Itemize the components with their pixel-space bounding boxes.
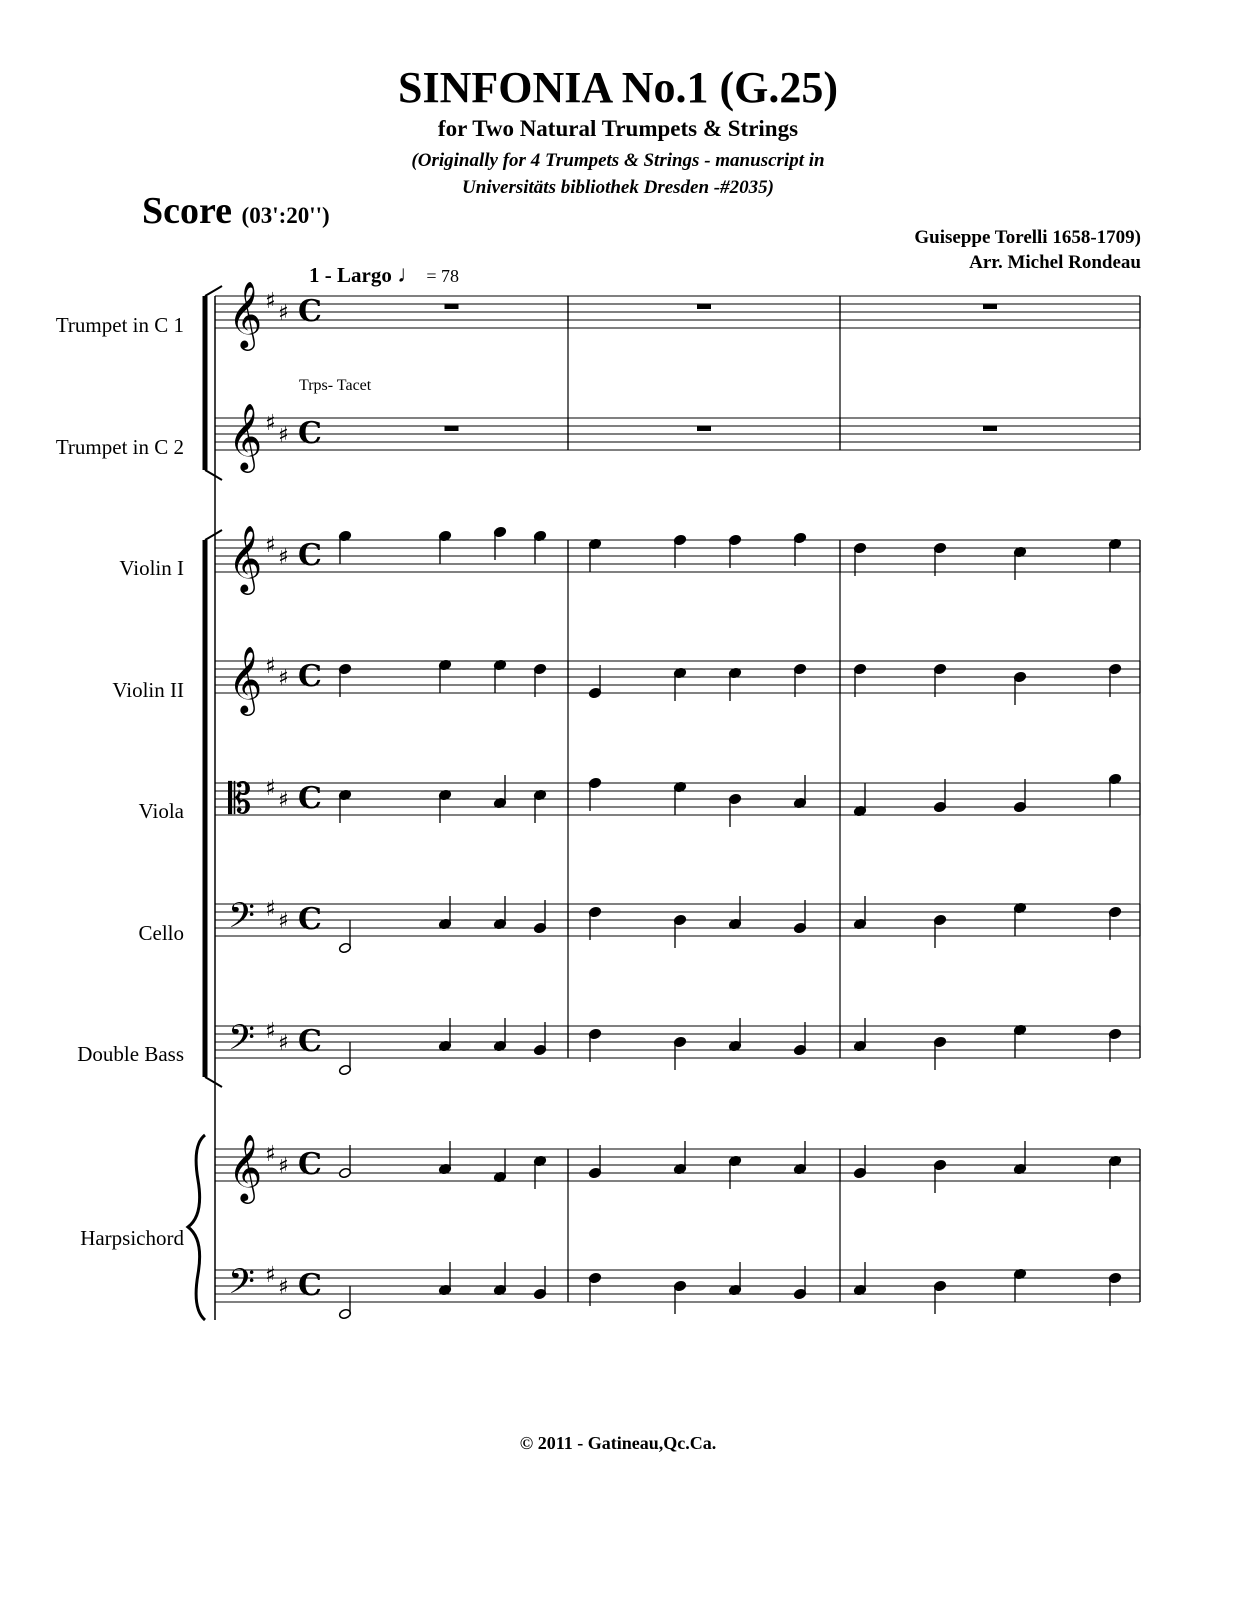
- whole-rest: [983, 304, 997, 309]
- note-head: [1108, 538, 1121, 572]
- tacet-text: Trps- Tacet: [299, 377, 372, 394]
- note-head: [673, 534, 686, 568]
- note-head: [673, 1280, 686, 1314]
- note-head: [1108, 663, 1121, 697]
- time-signature: C: [298, 538, 322, 573]
- staff: [215, 402, 1140, 473]
- whole-rest: [445, 426, 459, 431]
- sharp-icon: ♯: [278, 909, 289, 934]
- note-head: [1013, 1141, 1026, 1175]
- sharp-icon: ♯: [265, 411, 276, 436]
- note-head: [438, 789, 451, 823]
- note-head: [793, 775, 806, 809]
- note-head: [853, 1262, 866, 1296]
- note-head: [493, 1149, 506, 1183]
- note-head: [673, 781, 686, 815]
- sharp-icon: ♯: [278, 1154, 289, 1179]
- clef-icon: 𝄢: [228, 1261, 256, 1310]
- note-head: [338, 530, 351, 564]
- note-head: [533, 530, 546, 564]
- note-head: [1013, 671, 1026, 705]
- note-head: [933, 914, 946, 948]
- note-head: [533, 789, 546, 823]
- whole-rest: [697, 426, 711, 431]
- time-signature: C: [298, 902, 322, 937]
- sharp-icon: ♯: [278, 788, 289, 813]
- note-head: [338, 1286, 351, 1320]
- time-signature: C: [298, 1268, 322, 1303]
- time-signature: C: [298, 1147, 322, 1182]
- time-signature: C: [298, 659, 322, 694]
- note-head: [933, 1036, 946, 1070]
- note-head: [1108, 906, 1121, 940]
- note-head: [1013, 1024, 1026, 1058]
- note-head: [533, 663, 546, 697]
- movement-title: 1 - Largo: [309, 263, 392, 287]
- note-head: [588, 1145, 601, 1179]
- note-head: [853, 896, 866, 930]
- note-head: [1108, 1155, 1121, 1189]
- note-head: [438, 1262, 451, 1296]
- note-head: [493, 526, 506, 560]
- note-head: [728, 534, 741, 568]
- page-title: SINFONIA No.1 (G.25): [397, 63, 839, 112]
- sharp-icon: ♯: [278, 301, 289, 326]
- note-head: [933, 1159, 946, 1193]
- note-head: [933, 542, 946, 576]
- origin-note-line-1: (Originally for 4 Trumpets & Strings - manuscript in: [411, 150, 825, 171]
- note-head: [338, 1145, 351, 1179]
- staves: [215, 280, 1140, 1310]
- note-head: [338, 920, 351, 954]
- clef-icon: 𝄢: [228, 1017, 256, 1066]
- clef-icon: 𝄢: [228, 895, 256, 944]
- origin-note-line-2: Universitäts bibliothek Dresden -#2035): [462, 177, 774, 198]
- staff: [215, 524, 1140, 595]
- note-head: [1108, 773, 1121, 807]
- clef-icon: 𝄞: [228, 402, 263, 470]
- sharp-icon: ♯: [265, 289, 276, 314]
- note-head: [493, 896, 506, 930]
- sharp-icon: ♯: [265, 1019, 276, 1044]
- note-head: [1108, 1028, 1121, 1062]
- note-head: [1013, 902, 1026, 936]
- instrument-label-harpsichord: Harpsichord: [80, 1226, 184, 1250]
- note-head: [438, 1018, 451, 1052]
- sharp-icon: ♯: [265, 654, 276, 679]
- note-head: [673, 914, 686, 948]
- note-head: [933, 663, 946, 697]
- note-head: [533, 1155, 546, 1189]
- sharp-icon: ♯: [265, 776, 276, 801]
- note-head: [438, 1141, 451, 1175]
- note-head: [673, 1141, 686, 1175]
- clef-icon: 𝄞: [228, 645, 263, 713]
- whole-rest: [697, 304, 711, 309]
- instrument-label-trumpet-1: Trumpet in C 1: [55, 313, 184, 337]
- clef-icon: 𝄡: [228, 774, 252, 823]
- note-head: [728, 1018, 741, 1052]
- note-head: [793, 1266, 806, 1300]
- note-head: [933, 779, 946, 813]
- note-head: [853, 1018, 866, 1052]
- staff: [215, 774, 1140, 823]
- sharp-icon: ♯: [265, 897, 276, 922]
- staff: [215, 280, 1140, 351]
- composer: Guiseppe Torelli 1658-1709): [914, 227, 1141, 248]
- time-signature: C: [298, 1024, 322, 1059]
- brace-harpsichord: [188, 1135, 205, 1320]
- note-head: [493, 659, 506, 693]
- note-head: [588, 665, 601, 699]
- note-head: [1013, 779, 1026, 813]
- instrument-label-violin-1: Violin I: [119, 556, 184, 580]
- instrument-label-cello: Cello: [138, 921, 184, 945]
- note-head: [853, 1145, 866, 1179]
- note-head: [493, 1262, 506, 1296]
- clef-icon: 𝄞: [228, 280, 263, 348]
- note-head: [533, 1022, 546, 1056]
- note-head: [493, 775, 506, 809]
- note-head: [673, 1036, 686, 1070]
- staff: [215, 645, 1140, 716]
- clef-icon: 𝄞: [228, 1133, 263, 1201]
- note-head: [1013, 546, 1026, 580]
- note-head: [793, 532, 806, 566]
- note-head: [438, 896, 451, 930]
- note-head: [338, 1042, 351, 1076]
- instrument-label-trumpet-2: Trumpet in C 2: [55, 435, 184, 459]
- note-head: [338, 663, 351, 697]
- arranger: Arr. Michel Rondeau: [969, 252, 1141, 273]
- note-head: [933, 1280, 946, 1314]
- note-head: [853, 542, 866, 576]
- note-head: [338, 789, 351, 823]
- quarter-note-icon: ♩: [397, 262, 422, 288]
- note-head: [673, 667, 686, 701]
- note-head: [588, 906, 601, 940]
- note-head: [793, 1022, 806, 1056]
- note-head: [853, 783, 866, 817]
- sharp-icon: ♯: [278, 1031, 289, 1056]
- time-signature: C: [298, 416, 322, 451]
- clef-icon: 𝄞: [228, 524, 263, 592]
- sharp-icon: ♯: [278, 423, 289, 448]
- metronome-bpm: = 78: [426, 266, 459, 286]
- score-heading: Score: [142, 190, 233, 232]
- note-head: [588, 1272, 601, 1306]
- instrument-label-violin-2: Violin II: [112, 678, 184, 702]
- note-head: [728, 1262, 741, 1296]
- note-head: [438, 530, 451, 564]
- note-head: [533, 1266, 546, 1300]
- sharp-icon: ♯: [278, 1275, 289, 1300]
- note-head: [728, 667, 741, 701]
- note-head: [533, 900, 546, 934]
- note-head: [588, 777, 601, 811]
- copyright: © 2011 - Gatineau,Qc.Ca.: [519, 1433, 717, 1453]
- note-head: [588, 1028, 601, 1062]
- note-head: [728, 793, 741, 827]
- sharp-icon: ♯: [265, 533, 276, 558]
- note-head: [588, 538, 601, 572]
- note-head: [438, 659, 451, 693]
- note-head: [793, 663, 806, 697]
- time-signature: C: [298, 781, 322, 816]
- sharp-icon: ♯: [265, 1142, 276, 1167]
- note-head: [1108, 1272, 1121, 1306]
- subtitle: for Two Natural Trumpets & Strings: [437, 116, 799, 141]
- notes: [338, 304, 1121, 1320]
- note-head: [793, 1141, 806, 1175]
- note-head: [853, 663, 866, 697]
- sharp-icon: ♯: [278, 666, 289, 691]
- whole-rest: [983, 426, 997, 431]
- note-head: [728, 1155, 741, 1189]
- whole-rest: [445, 304, 459, 309]
- sharp-icon: ♯: [265, 1263, 276, 1288]
- note-head: [793, 900, 806, 934]
- note-head: [493, 1018, 506, 1052]
- note-head: [728, 896, 741, 930]
- time-signature: C: [298, 294, 322, 329]
- instrument-label-viola: Viola: [138, 799, 184, 823]
- instrument-label-double-bass: Double Bass: [77, 1042, 184, 1066]
- note-head: [1013, 1268, 1026, 1302]
- sharp-icon: ♯: [278, 545, 289, 570]
- duration: (03':20''): [241, 203, 330, 228]
